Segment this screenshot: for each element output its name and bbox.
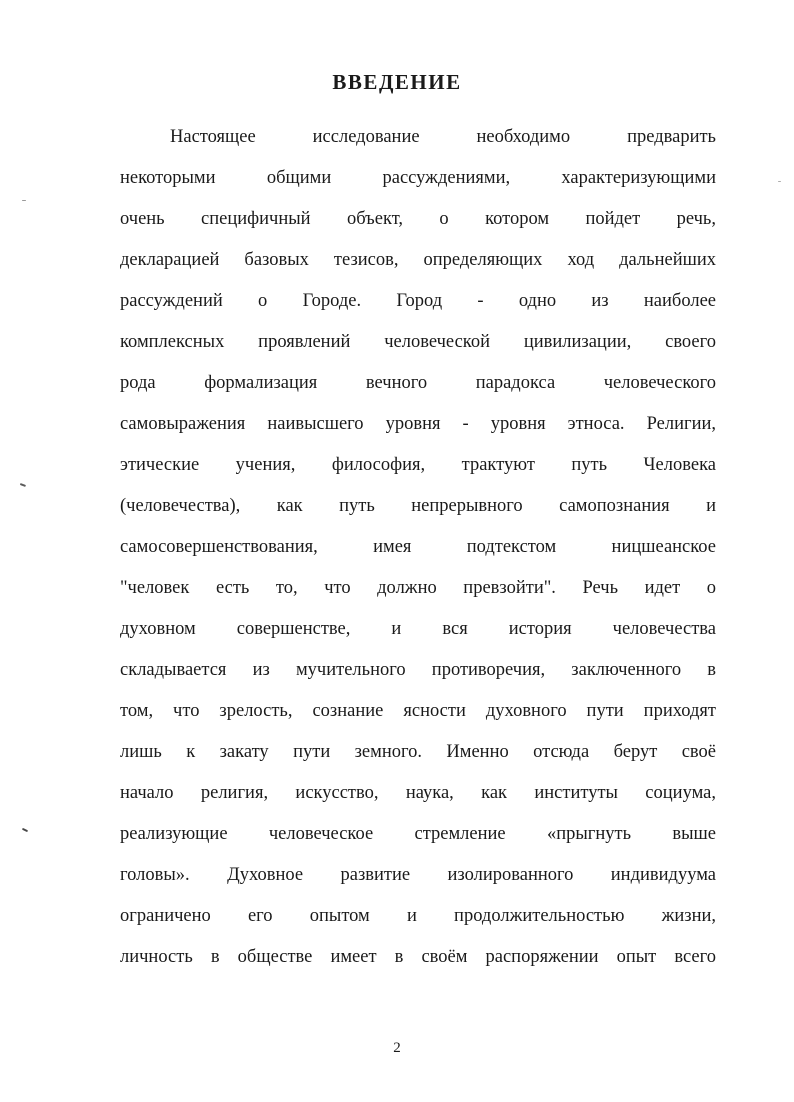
text-line: головы». Духовное развитие изолированного индивидуума xyxy=(120,865,716,885)
scan-mark xyxy=(22,200,26,201)
scan-mark xyxy=(20,483,26,486)
body-text xyxy=(120,117,716,978)
text-line: духовном совершенстве, и вся история человечества xyxy=(120,619,716,639)
text-line: (человечества), как путь непрерывного самопознания и xyxy=(120,496,716,516)
scan-mark xyxy=(778,181,781,182)
scan-mark xyxy=(22,828,28,832)
page-number: 2 xyxy=(393,1040,401,1056)
text-line: декларацией базовых тезисов, определяющих ход дальнейших xyxy=(120,250,716,270)
page-title: ВВЕДЕНИЕ xyxy=(332,70,462,94)
text-line: складывается из мучительного противоречия, заключенного в xyxy=(120,660,716,680)
text-line: ограничено его опытом и продолжительностью жизни, xyxy=(120,906,716,926)
text-line: личность в обществе имеет в своём распоряжении опыт всего xyxy=(120,947,716,967)
text-line: "человек есть то, что должно превзойти". Речь идет о xyxy=(120,578,716,598)
text-line: рода формализация вечного парадокса человеческого xyxy=(120,373,716,393)
text-line: самосовершенствования, имея подтекстом ницшеанское xyxy=(120,537,716,557)
text-line: Настоящее исследование необходимо предварить xyxy=(170,127,716,147)
text-line: рассуждений о Городе. Город - одно из наиболее xyxy=(120,291,716,311)
text-line: начало религия, искусство, наука, как институты социума, xyxy=(120,783,716,803)
text-line: реализующие человеческое стремление «прыгнуть выше xyxy=(120,824,716,844)
text-line: лишь к закату пути земного. Именно отсюда берут своё xyxy=(120,742,716,762)
text-line: этические учения, философия, трактуют путь Человека xyxy=(120,455,716,475)
text-line: очень специфичный объект, о котором пойдет речь, xyxy=(120,209,716,229)
text-line: некоторыми общими рассуждениями, характеризующими xyxy=(120,168,716,188)
text-line: комплексных проявлений человеческой цивилизации, своего xyxy=(120,332,716,352)
text-line: том, что зрелость, сознание ясности духовного пути приходят xyxy=(120,701,716,721)
text-line: самовыражения наивысшего уровня - уровня этноса. Религии, xyxy=(120,414,716,434)
